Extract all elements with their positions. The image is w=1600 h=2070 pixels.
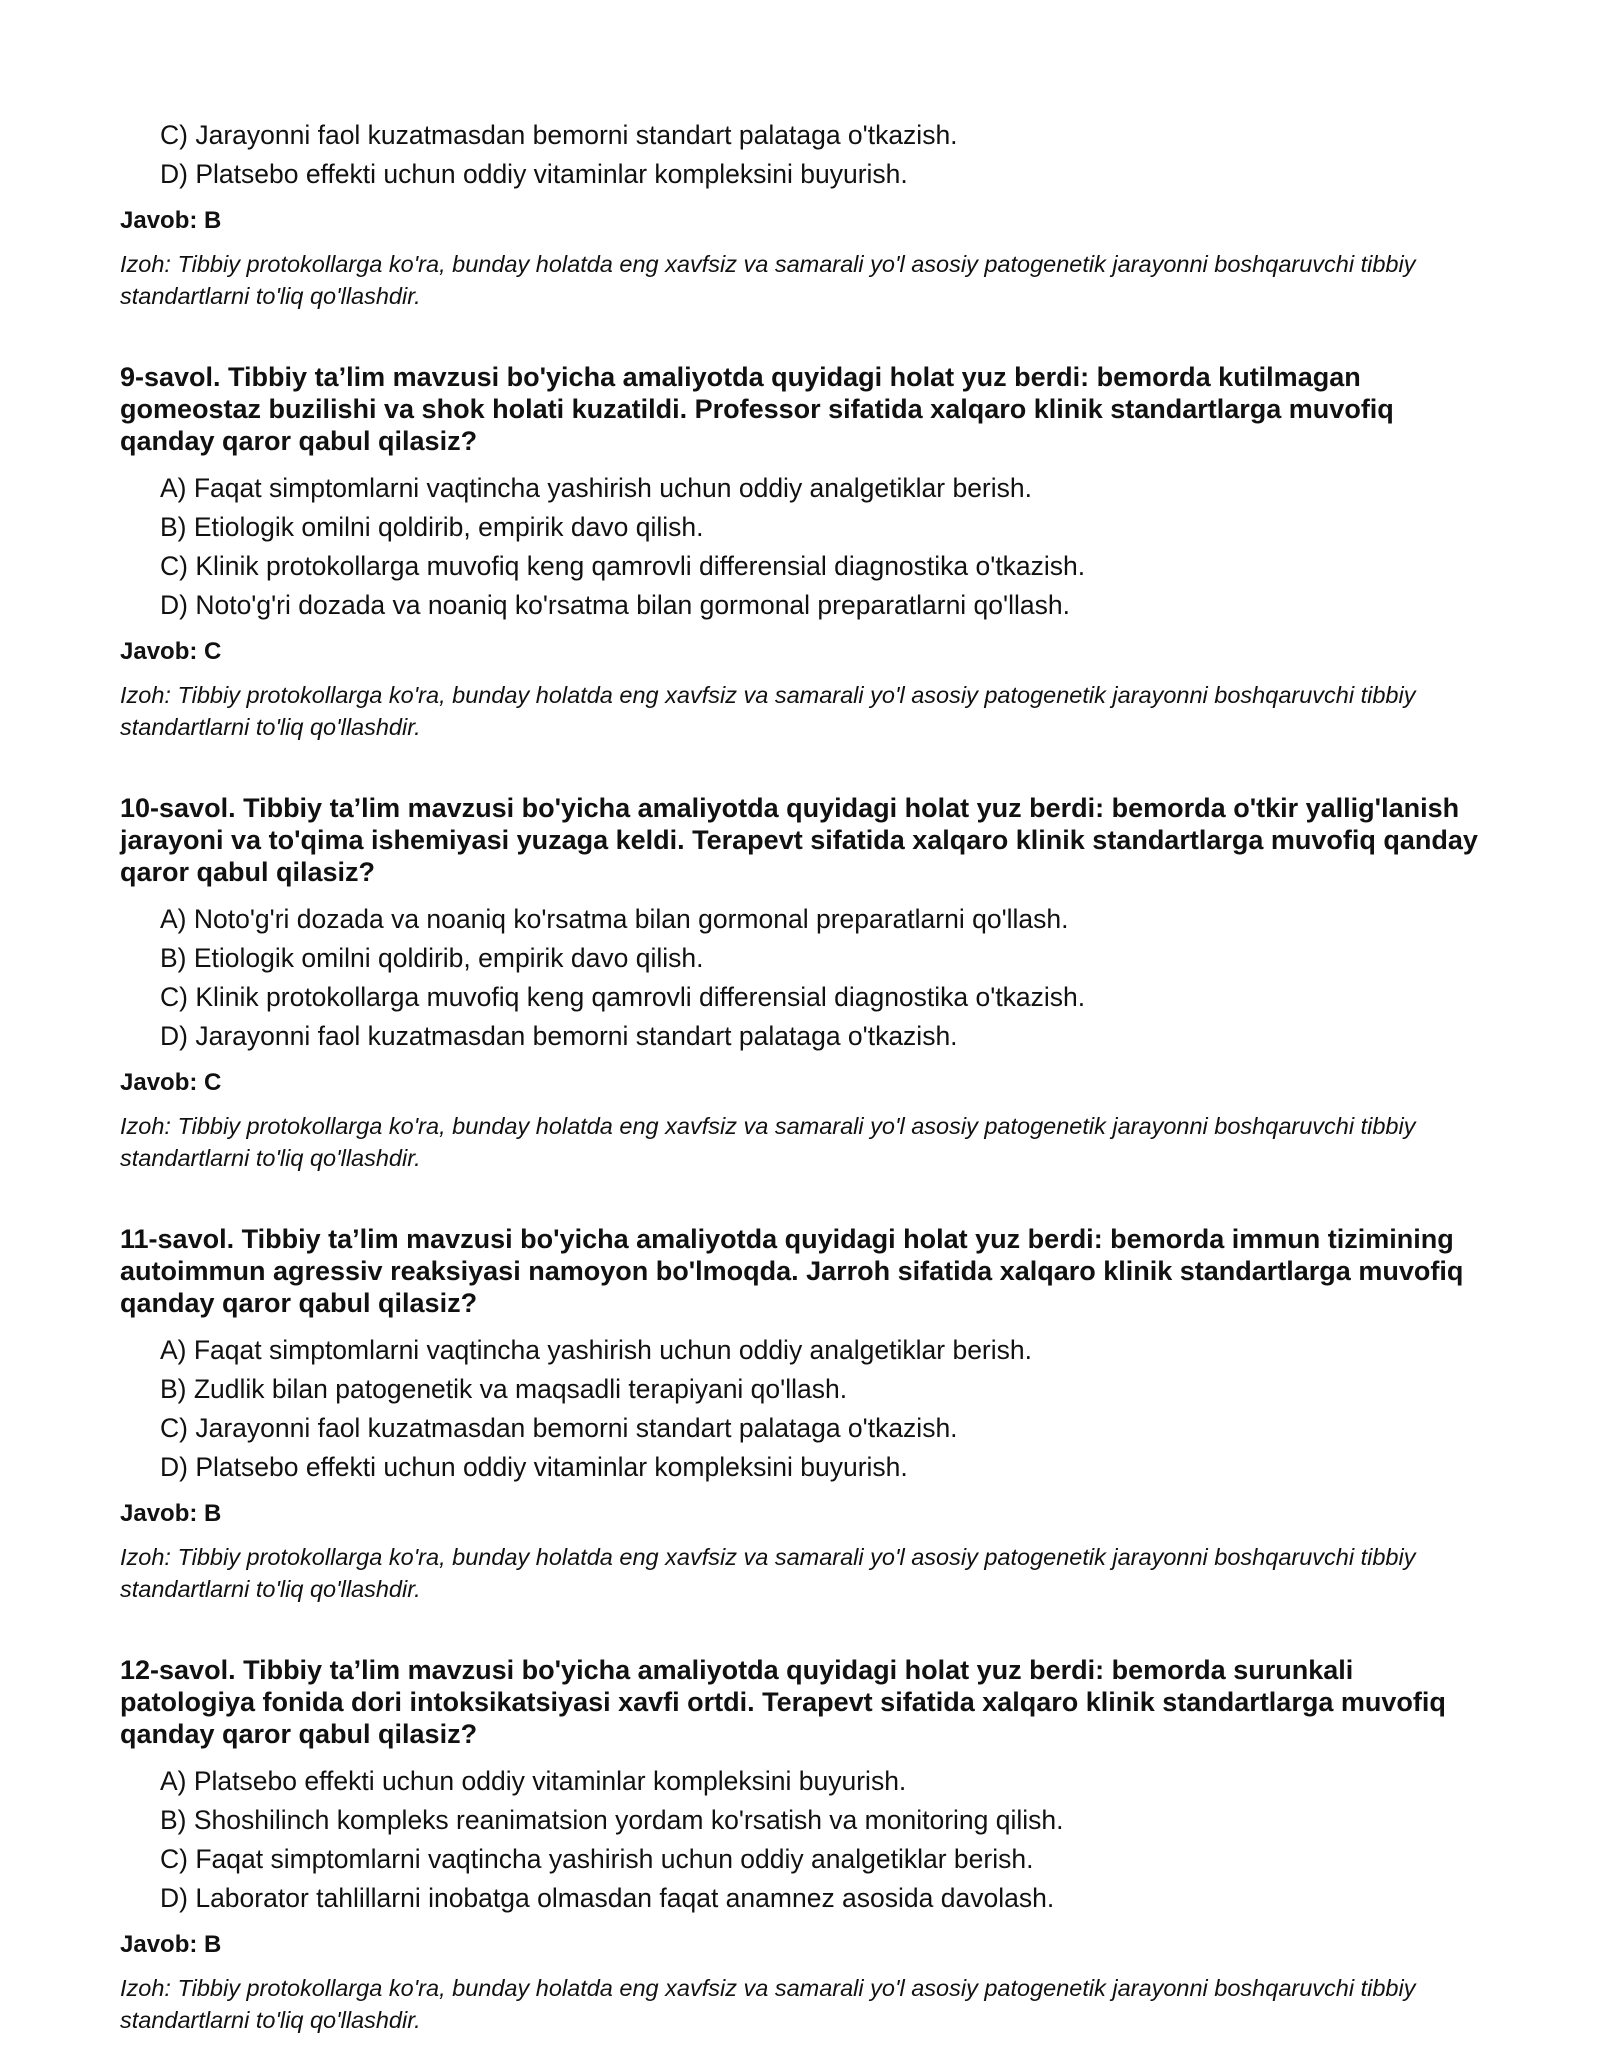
options-list xyxy=(120,1331,1490,1487)
answer-label: Javob: C xyxy=(120,638,222,665)
explanation-note: Izoh: Tibbiy protokollarga ko'ra, bunday holatda eng xavfsiz va samarali yo'l asosiy patogenetik jarayonni boshqaruvchi tibbiy standartlarni to'liq qo'llashdir. xyxy=(120,682,1416,740)
option-b: B) Shoshilinch kompleks reanimatsion yordam ko'rsatish va monitoring qilish. xyxy=(160,1805,1064,1835)
option-c: C) Klinik protokollarga muvofiq keng qamrovli differensial diagnostika o'tkazish. xyxy=(160,551,1086,581)
question-8-continuation xyxy=(120,116,1490,312)
option-b: B) Etiologik omilni qoldirib, empirik davo qilish. xyxy=(160,943,704,973)
question-text: 10-savol. Tibbiy ta’lim mavzusi bo'yicha amaliyotda quyidagi holat yuz berdi: bemorda o'tkir yallig'lanish jarayoni va to'qima ishemiyasi yuzaga keldi. Terapevt sifatida xalqaro klinik standartlarga muvofiq qanday qaror qabul qilasiz? xyxy=(120,793,1478,887)
option-d: D) Platsebo effekti uchun oddiy vitaminlar kompleksini buyurish. xyxy=(160,1452,908,1482)
explanation-note: Izoh: Tibbiy protokollarga ko'ra, bunday holatda eng xavfsiz va samarali yo'l asosiy patogenetik jarayonni boshqaruvchi tibbiy standartlarni to'liq qo'llashdir. xyxy=(120,1113,1416,1171)
option-c: C) Faqat simptomlarni vaqtincha yashirish uchun oddiy analgetiklar berish. xyxy=(160,1844,1034,1874)
option-a: A) Noto'g'ri dozada va noaniq ko'rsatma bilan gormonal preparatlarni qo'llash. xyxy=(160,904,1069,934)
question-9 xyxy=(120,361,1490,743)
question-12 xyxy=(120,1654,1490,2036)
options-list xyxy=(120,1762,1490,1918)
options-list xyxy=(120,900,1490,1056)
option-a: A) Platsebo effekti uchun oddiy vitaminlar kompleksini buyurish. xyxy=(160,1766,907,1796)
option-c: C) Jarayonni faol kuzatmasdan bemorni standart palataga o'tkazish. xyxy=(160,120,958,150)
option-d: D) Noto'g'ri dozada va noaniq ko'rsatma bilan gormonal preparatlarni qo'llash. xyxy=(160,590,1070,620)
option-a: A) Faqat simptomlarni vaqtincha yashirish uchun oddiy analgetiklar berish. xyxy=(160,1335,1032,1365)
question-text: 11-savol. Tibbiy ta’lim mavzusi bo'yicha amaliyotda quyidagi holat yuz berdi: bemorda immun tizimining autoimmun agressiv reaksiyasi namoyon bo'lmoqda. Jarroh sifatida xalqaro klinik standartlarga muvofiq qanday qaror qabul qilasiz? xyxy=(120,1224,1464,1318)
option-b: B) Zudlik bilan patogenetik va maqsadli terapiyani qo'llash. xyxy=(160,1374,848,1404)
options-list xyxy=(120,469,1490,625)
options-list xyxy=(120,116,1490,194)
option-d: D) Jarayonni faol kuzatmasdan bemorni standart palataga o'tkazish. xyxy=(160,1021,958,1051)
option-d: D) Laborator tahlillarni inobatga olmasdan faqat anamnez asosida davolash. xyxy=(160,1883,1055,1913)
option-d: D) Platsebo effekti uchun oddiy vitaminlar kompleksini buyurish. xyxy=(160,159,908,189)
question-11 xyxy=(120,1223,1490,1605)
explanation-note: Izoh: Tibbiy protokollarga ko'ra, bunday holatda eng xavfsiz va samarali yo'l asosiy patogenetik jarayonni boshqaruvchi tibbiy standartlarni to'liq qo'llashdir. xyxy=(120,1544,1416,1602)
explanation-note: Izoh: Tibbiy protokollarga ko'ra, bunday holatda eng xavfsiz va samarali yo'l asosiy patogenetik jarayonni boshqaruvchi tibbiy standartlarni to'liq qo'llashdir. xyxy=(120,251,1416,309)
option-c: C) Jarayonni faol kuzatmasdan bemorni standart palataga o'tkazish. xyxy=(160,1413,958,1443)
option-b: B) Etiologik omilni qoldirib, empirik davo qilish. xyxy=(160,512,704,542)
question-text: 12-savol. Tibbiy ta’lim mavzusi bo'yicha amaliyotda quyidagi holat yuz berdi: bemorda surunkali patologiya fonida dori intoksikatsiyasi xavfi ortdi. Terapevt sifatida xalqaro klinik standartlarga muvofiq qanday qaror qabul qilasiz? xyxy=(120,1655,1446,1749)
answer-label: Javob: B xyxy=(120,1931,222,1958)
explanation-note: Izoh: Tibbiy protokollarga ko'ra, bunday holatda eng xavfsiz va samarali yo'l asosiy patogenetik jarayonni boshqaruvchi tibbiy standartlarni to'liq qo'llashdir. xyxy=(120,1975,1416,2033)
answer-label: Javob: C xyxy=(120,1069,222,1096)
question-10 xyxy=(120,792,1490,1174)
option-c: C) Klinik protokollarga muvofiq keng qamrovli differensial diagnostika o'tkazish. xyxy=(160,982,1086,1012)
option-a: A) Faqat simptomlarni vaqtincha yashirish uchun oddiy analgetiklar berish. xyxy=(160,473,1032,503)
question-text: 9-savol. Tibbiy ta’lim mavzusi bo'yicha amaliyotda quyidagi holat yuz berdi: bemorda kutilmagan gomeostaz buzilishi va shok holati kuzatildi. Professor sifatida xalqaro klinik standartlarga muvofiq qanday qaror qabul qilasiz? xyxy=(120,362,1394,456)
answer-label: Javob: B xyxy=(120,207,222,234)
answer-label: Javob: B xyxy=(120,1500,222,1527)
document-page xyxy=(120,116,1490,2036)
